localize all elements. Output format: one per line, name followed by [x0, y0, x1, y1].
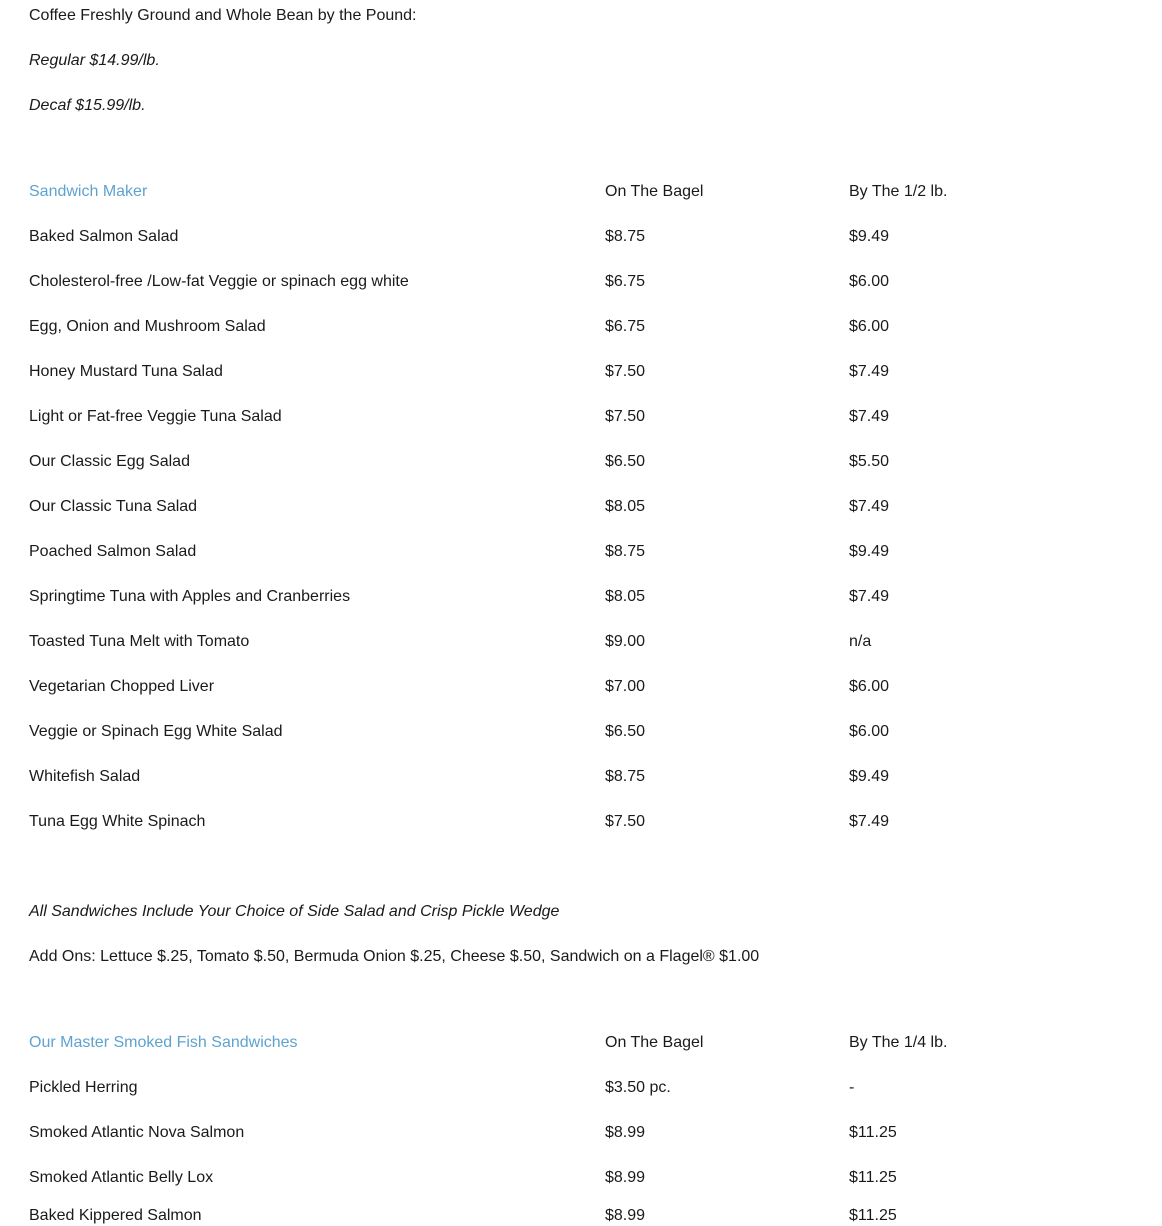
item-name: Veggie or Spinach Egg White Salad: [29, 723, 283, 740]
menu-row: [29, 272, 1139, 292]
menu-row: [29, 1206, 1139, 1226]
item-weight-price: $7.49: [849, 408, 890, 425]
menu-row: [29, 1168, 1139, 1188]
item-bagel-price: $8.99: [605, 1207, 646, 1224]
smoked-fish-header-row: [29, 1033, 1139, 1053]
item-weight-price: $6.00: [849, 273, 890, 290]
item-weight-price: $11.25: [849, 1169, 897, 1186]
column-header-on-bagel: On The Bagel: [605, 183, 704, 200]
menu-row: [29, 587, 1139, 607]
column-header-on-bagel: On The Bagel: [605, 1034, 704, 1051]
item-name: Springtime Tuna with Apples and Cranberries: [29, 588, 351, 605]
item-weight-price: $7.49: [849, 813, 890, 830]
item-weight-price: $7.49: [849, 588, 890, 605]
item-weight-price: $9.49: [849, 228, 890, 245]
menu-row: [29, 407, 1139, 427]
menu-row: [29, 542, 1139, 562]
item-weight-price: n/a: [849, 633, 872, 650]
smoked-fish-heading: Our Master Smoked Fish Sandwiches: [29, 1034, 298, 1051]
item-name: Toasted Tuna Melt with Tomato: [29, 633, 250, 650]
item-bagel-price: $8.05: [605, 588, 646, 605]
menu-row: [29, 632, 1139, 652]
menu-row: [29, 812, 1139, 832]
menu-row: [29, 317, 1139, 337]
item-bagel-price: $6.75: [605, 273, 646, 290]
item-bagel-price: $6.75: [605, 318, 646, 335]
item-weight-price: $9.49: [849, 543, 890, 560]
sandwich-maker-heading: Sandwich Maker: [29, 183, 148, 200]
column-header-by-quarter-lb: By The 1/4 lb.: [849, 1034, 948, 1051]
sandwich-add-ons: Add Ons: Lettuce $.25, Tomato $.50, Bermuda Onion $.25, Cheese $.50, Sandwich on a Flagel® $1.00: [29, 948, 760, 965]
item-name: Baked Salmon Salad: [29, 228, 179, 245]
item-bagel-price: $9.00: [605, 633, 646, 650]
item-bagel-price: $7.00: [605, 678, 646, 695]
item-bagel-price: $6.50: [605, 453, 646, 470]
item-bagel-price: $7.50: [605, 408, 646, 425]
item-name: Pickled Herring: [29, 1079, 138, 1096]
item-bagel-price: $6.50: [605, 723, 646, 740]
item-name: Whitefish Salad: [29, 768, 141, 785]
item-weight-price: $11.25: [849, 1124, 897, 1141]
item-weight-price: $7.49: [849, 363, 890, 380]
coffee-decaf-price: Decaf $15.99/lb.: [29, 97, 146, 114]
item-name: Vegetarian Chopped Liver: [29, 678, 215, 695]
sandwich-side-note: All Sandwiches Include Your Choice of Side Salad and Crisp Pickle Wedge: [29, 903, 560, 920]
item-bagel-price: $8.75: [605, 768, 646, 785]
item-name: Poached Salmon Salad: [29, 543, 197, 560]
menu-row: [29, 767, 1139, 787]
item-name: Smoked Atlantic Belly Lox: [29, 1169, 214, 1186]
menu-row: [29, 1123, 1139, 1143]
item-weight-price: $11.25: [849, 1207, 897, 1224]
menu-row: [29, 497, 1139, 517]
coffee-title: Coffee Freshly Ground and Whole Bean by the Pound:: [29, 7, 417, 24]
item-weight-price: $6.00: [849, 318, 890, 335]
item-bagel-price: $7.50: [605, 813, 646, 830]
item-bagel-price: $8.99: [605, 1169, 646, 1186]
menu-row: [29, 362, 1139, 382]
item-name: Cholesterol-free /Low-fat Veggie or spinach egg white: [29, 273, 409, 290]
coffee-regular-price: Regular $14.99/lb.: [29, 52, 160, 69]
item-bagel-price: $7.50: [605, 363, 646, 380]
item-name: Tuna Egg White Spinach: [29, 813, 206, 830]
column-header-by-half-lb: By The 1/2 lb.: [849, 183, 948, 200]
item-weight-price: $5.50: [849, 453, 890, 470]
item-bagel-price: $8.75: [605, 228, 646, 245]
item-weight-price: $6.00: [849, 723, 890, 740]
item-name: Our Classic Tuna Salad: [29, 498, 198, 515]
item-weight-price: $9.49: [849, 768, 890, 785]
menu-row: [29, 452, 1139, 472]
item-bagel-price: $8.99: [605, 1124, 646, 1141]
item-name: Light or Fat-free Veggie Tuna Salad: [29, 408, 282, 425]
item-weight-price: -: [849, 1079, 855, 1096]
item-name: Our Classic Egg Salad: [29, 453, 190, 470]
item-name: Baked Kippered Salmon: [29, 1207, 202, 1224]
item-name: Smoked Atlantic Nova Salmon: [29, 1124, 245, 1141]
menu-row: [29, 722, 1139, 742]
item-bagel-price: $3.50 pc.: [605, 1079, 671, 1096]
sandwich-maker-header-row: [29, 182, 1139, 202]
item-bagel-price: $8.75: [605, 543, 646, 560]
item-name: Egg, Onion and Mushroom Salad: [29, 318, 266, 335]
item-weight-price: $7.49: [849, 498, 890, 515]
menu-row: [29, 1078, 1139, 1098]
menu-row: [29, 677, 1139, 697]
item-weight-price: $6.00: [849, 678, 890, 695]
item-name: Honey Mustard Tuna Salad: [29, 363, 223, 380]
item-bagel-price: $8.05: [605, 498, 646, 515]
menu-row: [29, 227, 1139, 247]
